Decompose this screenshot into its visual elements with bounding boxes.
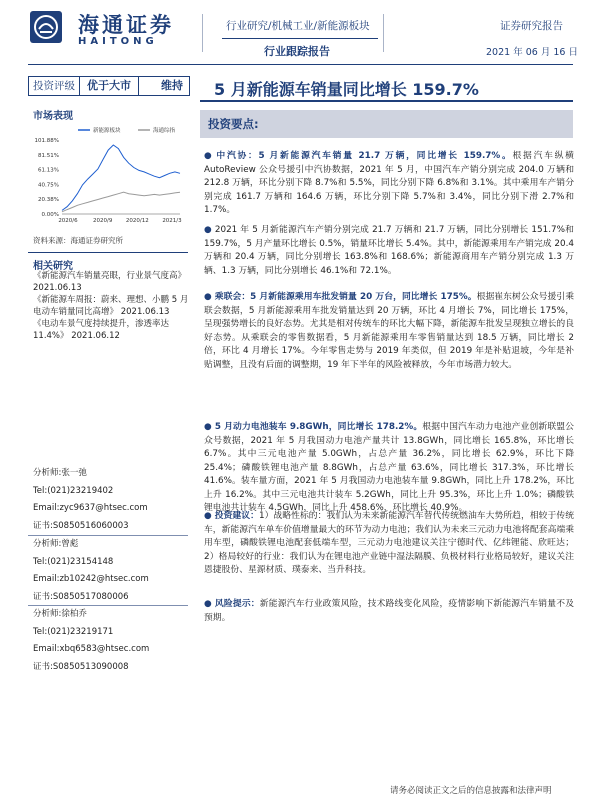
analyst-email[interactable]: Email:xbq6583@htsec.com [33, 644, 150, 654]
analyst-tel: Tel:(021)23154148 [33, 556, 114, 567]
related-item-date: 2021.06.12 [71, 331, 120, 341]
bullet-icon: ● [204, 422, 212, 432]
point-body: 根据崔东树公众号援引乘联会数据，5 月新能源乘用车批发销量达到 20 万辆，环比 4 月增长 7%，同比增长 175%，呈现强势增长的良好态势。尤其是相对传统车的环比大幅下降，新能源车批发呈现独立增长的良好态势。从乘联会的零售数据看，5 月新能源乘用车零售销量达到 18.5 万辆，同比增长 2 倍，环比 4 月增长 17%。今年零售走势与 2019 年类似，但 2019 年是补贴退坡，今年是补贴调整，且没有后面的调整期，19 年下半年的风险被释放，今年市场潜力较大。 [204, 292, 574, 370]
point-body: 新能源汽车行业政策风险，技术路线变化风险，疫情影响下新能源汽车销量不及预期。 [204, 599, 574, 623]
point-paragraph [204, 510, 574, 578]
point-paragraph [204, 291, 574, 372]
bullet-icon: ● [204, 511, 212, 521]
rating-box [28, 76, 190, 96]
market-chart-svg [28, 122, 188, 232]
header-divider [383, 14, 384, 52]
analyst-tel: Tel:(021)23219171 [33, 626, 114, 637]
logo-text-en: HAITONG [78, 36, 158, 47]
point-lead: 中汽协：5 月新能源汽车销量 21.7 万辆，同比增长 159.7%。 [216, 151, 513, 161]
related-item-title[interactable]: 《电动车景气度持续提升，渗透率达 11.4%》 [33, 319, 170, 341]
x-tick-label: 2020/6 [58, 218, 78, 224]
rating-value: 优于大市 [80, 77, 139, 95]
analyst-card [33, 465, 193, 535]
point-paragraph [204, 421, 574, 516]
series-line [62, 145, 180, 210]
header-rule [28, 64, 573, 65]
report-title: 5 月新能源车销量同比增长 159.7% [214, 80, 479, 99]
logo-icon [30, 11, 62, 43]
header-report-type: 行业跟踪报告 [264, 45, 330, 58]
header-report-label: 证券研究报告 [500, 20, 563, 32]
chart-source: 资料来源：海通证券研究所 [33, 236, 123, 245]
point-lead: 5 月动力电池装车 9.8GWh，同比增长 178.2%。 [214, 422, 423, 432]
analyst-cert: 证书:S0850517080006 [33, 591, 129, 602]
point-paragraph [204, 224, 574, 278]
market-chart [28, 122, 188, 232]
point-body: 根据中国汽车动力电池产业创新联盟公众号数据，2021 年 5 月我国动力电池产量共计 13.8GWh，同比增长 165.8%，环比增长 6.7%。其中三元电池产量 5.0GWh，占总产量 36.2%，同比增长 62.9%，环比下降 25.4%；磷酸铁锂电池产量 8.8GWh，占总产量 63.6%，同比增长 317.3%，环比增长 41.6%。装车量方面，2021 年 5 月我国动力电池装车量 9.8GWh，同比上升 178.2%，环比上升 16.2%。其中三元电池共计装车 5.2GWh，同比上升 95.3%，环比上升 1.0%；磷酸铁锂电池共计装车 4.5GWh，同比上升 458.6%，环比增长 40.9%。 [204, 422, 574, 513]
related-item-date: 2021.06.13 [33, 283, 82, 293]
analyst-email[interactable]: Email:zb10242@htsec.com [33, 574, 149, 584]
point-lead: 乘联会：5 月新能源乘用车批发销量 20 万台，同比增长 175%。 [214, 292, 477, 302]
analyst-cert: 证书:S0850516060003 [33, 520, 129, 531]
y-tick-label: 61.13% [38, 167, 59, 174]
x-tick-label: 2021/3 [162, 218, 182, 224]
point-paragraph [204, 150, 574, 218]
related-item[interactable] [33, 294, 189, 318]
point-body: 2021 年 5 月新能源汽车产销分别完成 21.7 万辆和 21.7 万辆，同比分别增长 151.7%和 159.7%，5 月产量环比增长 0.5%，销量环比增长 5.4%。其中，新能源乘用车产销完成 20.4 万辆和 20.4 万辆，同比分别增长 163.8%和 168.6%；新能源商用车产销分别完成 1.3 万辆、1.3 万辆，同比分别增长 46.1%和 72.1%。 [204, 225, 574, 276]
series-line [62, 192, 180, 212]
legend-label: 新能源板块 [93, 128, 121, 134]
point-lead: 投资建议： [214, 511, 259, 521]
related-heading: 相关研究 [33, 261, 73, 272]
bullet-icon: ● [204, 225, 212, 235]
analyst-card [33, 536, 193, 606]
y-tick-label: 40.75% [38, 182, 59, 189]
legend-label: 海通综指 [153, 128, 176, 134]
bullet-icon: ● [204, 599, 212, 609]
related-item-title[interactable]: 《新能源车周报：蔚来、理想、小鹏 5 月电动车销量同比高增》 [33, 295, 189, 317]
analyst-email[interactable]: Email:zyc9637@htsec.com [33, 503, 148, 513]
analyst-tel: Tel:(021)23219402 [33, 485, 114, 496]
x-tick-label: 2020/12 [125, 218, 149, 224]
analyst-name: 分析师:张一弛 [33, 468, 87, 478]
analyst-cert: 证书:S0850513090008 [33, 661, 129, 672]
related-item-title[interactable]: 《新能源汽车销量亮眼，行业景气度高》 [33, 271, 187, 281]
analyst-name: 分析师:徐柏乔 [33, 609, 87, 619]
logo-text-cn: 海通证券 [78, 12, 174, 37]
analyst-name: 分析师:曾彪 [33, 539, 79, 549]
market-heading: 市场表现 [33, 111, 73, 122]
y-tick-label: 101.88% [34, 138, 59, 144]
footer-disclaimer[interactable]: 请务必阅读正文之后的信息披露和法律声明 [390, 786, 552, 796]
rating-change: 维持 [161, 79, 183, 92]
point-body: 1）战略性标的：我们认为未来新能源汽车替代传统燃油车大势所趋，相较于传统车，新能源汽车单车价值增量最大的环节为动力电池；我们认为未来三元动力电池将配套高端乘用车型，磷酸铁锂电池配套低端车型，三元动力电池建议关注宁德时代、亿纬锂能、欣旺达；2）格局较好的行业：我们认为在锂电池产业链中湿法隔膜、负极材料行业格局较好，建议关注恩捷股份、星源材质、璞泰来、当升科技。 [204, 511, 574, 575]
point-lead: 风险提示： [214, 599, 260, 609]
analyst-card [33, 606, 193, 676]
header-underline [222, 38, 378, 39]
y-tick-label: 81.51% [38, 152, 59, 159]
related-item-date: 2021.06.13 [120, 307, 170, 317]
header-divider [202, 14, 203, 52]
point-paragraph [204, 598, 574, 625]
y-tick-label: 20.38% [38, 197, 59, 204]
point-body: 根据汽车纵横 AutoReview 公众号援引中汽协数据，2021 年 5 月，中国汽车产销分别完成 204.0 万辆和 212.8 万辆，环比分别下降 8.7%和 5.5%，同比分别下降 6.8%和 3.1%。其中乘用车产销分别完成 161.7 万辆和 164.6 万辆，环比分别下降 5.7%和 3.4%，同比分别下滑 2.7%和 1.7%。 [204, 151, 574, 215]
header-categories: 行业研究/机械工业/新能源板块 [226, 20, 370, 32]
y-tick-label: 0.00% [41, 212, 59, 218]
points-heading: 投资要点: [208, 117, 259, 131]
bullet-icon: ● [204, 151, 214, 161]
x-tick-label: 2020/9 [92, 218, 113, 224]
related-item[interactable] [33, 270, 189, 294]
header-date: 2021 年 06 月 16 日 [486, 47, 578, 58]
related-item[interactable] [33, 318, 189, 342]
title-rule [200, 100, 573, 102]
bullet-icon: ● [204, 292, 212, 302]
rating-label: 投资评级 [29, 77, 80, 95]
left-rule [28, 252, 188, 253]
